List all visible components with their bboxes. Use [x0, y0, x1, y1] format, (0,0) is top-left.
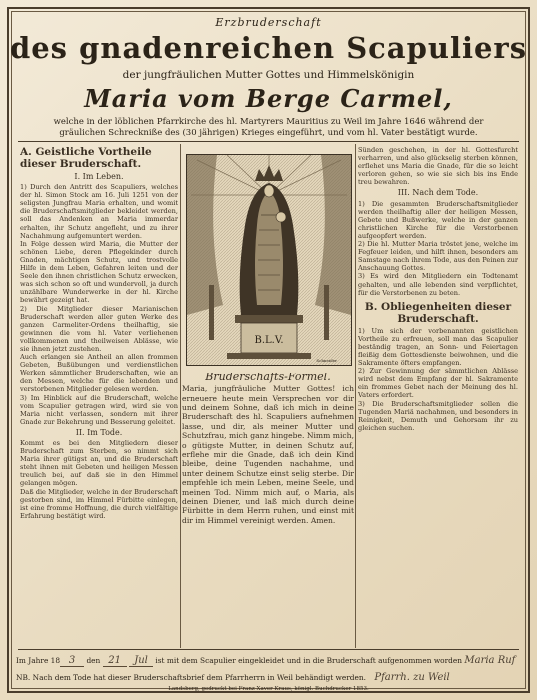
left-column [20, 146, 178, 646]
header-line4: Maria vom Berge Carmel, [84, 84, 453, 113]
enrollment-year-label: Im Jahre 18 [16, 656, 61, 665]
enrollment-month-value: Jul [129, 655, 153, 667]
paragraph: Sünden geschehen, in der hl. Gottesfurcht verharren, und also glückselig sterben können, erflehet uns Maria die Gnade, für die so leicht verloren gehen, so wie sie sich bis ins Ende treu bewahren. [358, 146, 518, 187]
header-line6: gräulichen Schreckniße des (30 jährigen) Krieges eingeführt, und vom hl. Vater bestätigt wurde. [59, 128, 478, 138]
subheading-life: I. Im Leben. [74, 172, 124, 181]
column-divider-left [180, 144, 181, 648]
enrollment-year-value: 3 [60, 655, 84, 667]
subheading-death: II. Im Tode. [75, 427, 123, 437]
paragraph: 1) Durch den Antritt des Scapuliers, welches der hl. Simon Stock am 16. Juli 1251 von der seligsten Jungfrau Maria erhalten, und womit die Bruderschaftsmitglieder bekleidet werden, soll das Andenken an Maria immerdar erhalten, ihr Schutz angefleht, und zu ihrer Nachahmung aufgemuntert werden. [20, 183, 178, 240]
enrollment-line [16, 655, 521, 667]
paragraph: Kommt es bei den Mitgliedern dieser Bruderschaft zum Sterben, so nimmt sich Maria ihrer gütigst an, und die Bruderschaft steht ihnen mit Gebeten und heiligen Messen treulich bei, auf daß sie in den Himmel gelangen mögen. [20, 439, 178, 488]
notice-text: NB. Nach dem Tode hat dieser Bruderschaftsbrief dem Pfarrherrn in Weil behändigt werden. [16, 673, 366, 682]
pastor-signature-handwritten: Pfarrh. zu Weil [374, 672, 450, 683]
header-line3: der jungfräulichen Mutter Gottes und Himmelskönigin [122, 69, 415, 81]
paragraph: 1) Die gesammten Bruderschaftsmitglieder werden theilhaftig aller der heiligen Messen, Gebete und Bußwerke, welche in der ganzen christlichen Kirche für die Verstorbenen aufgeopfert werden. [358, 199, 518, 240]
enrollment-text: ist mit dem Scapulier eingekleidet und in die Bruderschaft aufgenommen worden [155, 656, 463, 665]
section-a-title: A. Geistliche Vortheile dieser Bruderschaft. [20, 146, 152, 170]
paragraph: 2) Zur Gewinnung der sämmtlichen Ablässe wird nebst dem Empfang der hl. Sakramente ein frommes Gebet nach der Meinung des hl. Vaters erfordert. [358, 367, 518, 400]
subheading-after-death: III. Nach dem Tode. [397, 188, 479, 198]
formula-title: Bruderschafts-Formel. [205, 373, 331, 383]
printer-imprint: Landsberg, gedruckt bei Franz Xaver Kraus, königl. Buchdrucker 1853. [168, 686, 369, 692]
section-b-title: B. Obliegenheiten dieser Bruderschaft. [364, 300, 512, 325]
paragraph: 1) Um sich der vorbenannten geistlichen Vortheile zu erfreuen, soll man das Scapulier beständig tragen, an Sonn- und Feiertagen fleißig dem Gottesdienste beiwohnen, und die Sakramente öfters empfangen. [358, 326, 518, 368]
enrollment-day-label: den [86, 656, 101, 665]
notice-line [16, 672, 521, 683]
paragraph: 2) Die hl. Mutter Maria tröstet jene, welche im Fegfeuer leiden, und hilft ihnen, besonders am Samstage nach ihrem Tode, aus den Peinen zur Anschauung Gottes. [358, 240, 518, 273]
column-divider-right [355, 144, 356, 648]
paragraph: 2) Die Mitglieder dieser Marianischen Bruderschaft werden aller guten Werke des ganzen Carmeliter-Ordens theilhaftig, sie gewinnen die vom hl. Vater verliehenen vollkommenen und theilweisen Ablässe, wie sie ihnen jetzt zustehen. [20, 304, 178, 353]
enrollment-day-value: 21 [103, 655, 127, 667]
paragraph: 3) Im Hinblick auf die Bruderschaft, welche vom Scapulier getragen wird, wird sie von Maria nicht verlassen, sondern mit ihrer Gnade zur Bekehrung und Besserung geleitet. [20, 393, 178, 426]
header-divider [18, 141, 519, 142]
engraver-signature: Schneider [316, 358, 337, 363]
right-column [358, 146, 518, 646]
page-title: des gnadenreichen Scapuliers [9, 31, 528, 65]
paragraph: 3) Es wird den Mitgliedern ein Todtenamt gehalten, und alle lebenden sind verpflichtet, für die Verstorbenen zu beten. [358, 272, 518, 297]
pedestal-inscription: B.L.V. [254, 335, 284, 346]
madonna-engraving [186, 154, 352, 366]
paragraph: Daß die Mitglieder, welche in der Bruderschaft gestorben sind, im Himmel Fürbitte einlegen, ist eine fromme Hoffnung, die durch vielfältige Erfahrung bestätigt wird. [20, 487, 178, 520]
paragraph: In Folge dessen wird Maria, die Mutter der schönen Liebe, deren Pflegekinder durch Gnaden, mächtigen Schutz, und trostvolle Hilfe in dem Leben, Gefahren leiten und der Seele den ihnen christlichen Schutz erwecken, was sich schon so oft und wundervoll, ja durch unzählbare Wunderwerke in der hl. Kirche bewährt gezeigt hat. [20, 239, 178, 305]
formula-text: Maria, jungfräuliche Mutter Gottes! ich erneuere heute mein Versprechen vor dir und deinem Sohne, daß ich mich in deine Bruderschaft des hl. Scapuliers aufnehmen lasse, und dir, als meiner Mutter und Schutzfrau, mich ganz hingebe. Nimm mich, o gütigste Mutter, in deinen Schutz auf, erflehe mir die Gnade, daß ich dein Kind bleibe, deine Tugenden nachahme, und unter deinem Schutze einst selig sterbe. Dir empfehle ich mein Leben, meine Seele, und meinen Tod. Nimm mich auf, o Maria, als deinen Diener, und laß mich durch deine Fürbitte in dem Herrn ruhen, und einst mit dir im Himmel vereinigt werden. Amen. [182, 384, 354, 525]
paragraph: Auch erlangen sie Antheil an allen frommen Gebeten, Bußübungen und verdienstlichen Werken sämmtlicher Bruderschaften, wie an den Messen, welche für die lebenden und verstorbenen Mitglieder gelesen werden. [20, 353, 178, 394]
paragraph: 3) Die Bruderschaftsmitglieder sollen die Tugenden Mariä nachahmen, und besonders in Reinigkeit, Demuth und Gehorsam ihr zu gleichen suchen. [358, 399, 518, 432]
engraving-image [187, 155, 351, 365]
middle-column [182, 373, 354, 621]
header-line5: welche in der löblichen Pfarrkirche des hl. Martyrers Mauritius zu Weil im Jahre 1646 während der [53, 117, 484, 127]
header-line1: Erzbruderschaft [215, 16, 322, 29]
footer-divider [18, 649, 519, 650]
member-name-handwritten: Maria Ruf [464, 655, 516, 666]
